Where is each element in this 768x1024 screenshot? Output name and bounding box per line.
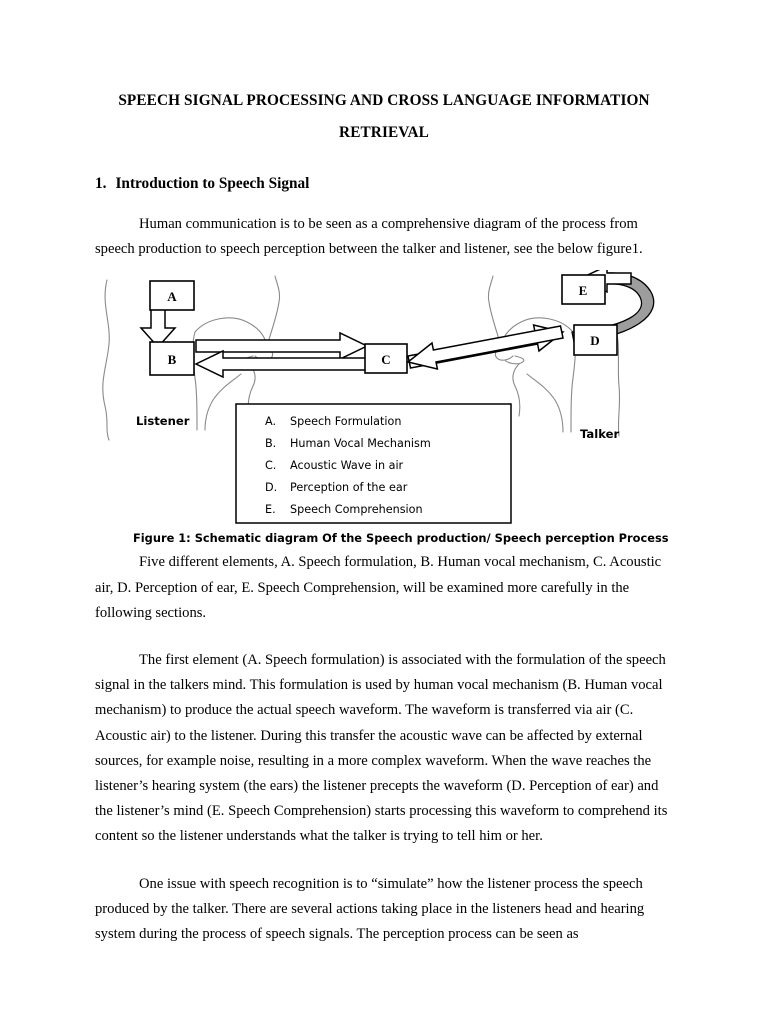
- box-a: [150, 281, 194, 310]
- box-c-label: C: [381, 352, 391, 368]
- legend-letter-e: E.: [265, 503, 276, 517]
- box-b-label: B: [167, 352, 177, 368]
- legend-text-b: Human Vocal Mechanism: [290, 437, 431, 451]
- box-b: [150, 342, 194, 375]
- paragraph-4: One issue with speech recognition is to “simulate” how the listener process the speech produced by the talker. There are several actions taking place in the listeners head and hearing system during the process of speech signals. The perception process can be seen as: [95, 875, 645, 943]
- legend-letter-a: A.: [265, 415, 277, 429]
- speech-chain-diagram: [95, 270, 673, 528]
- box-e: [562, 275, 605, 304]
- legend-letter-c: C.: [265, 459, 277, 473]
- legend-letter-d: D.: [265, 481, 278, 495]
- section-heading: [95, 149, 673, 194]
- legend-text-d: Perception of the ear: [290, 481, 408, 495]
- figure-1: [95, 270, 673, 546]
- section-number: 1.: [95, 175, 107, 192]
- section-heading-text: Introduction to Speech Signal: [115, 175, 310, 192]
- legend-text-a: Speech Formulation: [290, 415, 402, 429]
- paragraph-3: The first element (A. Speech formulation) is associated with the formulation of the speech signal in the talkers mind. This formulation is used by human vocal mechanism (B. Human vocal mechanism) to produce the actual speech waveform. The waveform is transferred via air (C. Acoustic air) to the listener. During this transfer the acoustic wave can be affected by external sources, for example noise, resulting in a more complex waveform. When the wave reaches the listener’s hearing system (the ears) the listener precepts the waveform (D. Perception of ear) and the listener’s mind (E. Speech Comprehension) starts processing this waveform to comprehend its content so the listener understands what the talker is trying to tell him or her.: [95, 652, 668, 845]
- box-d-label: D: [590, 333, 600, 349]
- box-c: [365, 344, 407, 373]
- talker-label: Talker: [580, 427, 620, 442]
- document-title: [95, 0, 673, 149]
- document-title-line-2: RETRIEVAL: [339, 124, 429, 141]
- legend-text-e: Speech Comprehension: [290, 503, 423, 517]
- figure-legend: [236, 404, 511, 523]
- box-d: [574, 325, 617, 355]
- box-e-label: E: [578, 283, 588, 299]
- legend-text-c: Acoustic Wave in air: [290, 459, 404, 473]
- document-title-line-1: SPEECH SIGNAL PROCESSING AND CROSS LANGUAGE INFORMATION: [118, 92, 650, 109]
- box-a-label: A: [167, 289, 177, 305]
- figure-caption: Figure 1: Schematic diagram Of the Speech production/ Speech perception Process: [133, 531, 669, 546]
- page-content: [95, 0, 673, 947]
- paragraph-1: Human communication is to be seen as a comprehensive diagram of the process from speech production to speech perception between the talker and listener, see the below figure1.: [95, 216, 643, 258]
- paragraph-2: Five different elements, A. Speech formulation, B. Human vocal mechanism, C. Acoustic air, D. Perception of ear, E. Speech Comprehension, will be examined more carefully in the following sections.: [95, 554, 662, 621]
- listener-label: Listener: [136, 414, 190, 429]
- legend-letter-b: B.: [265, 437, 277, 451]
